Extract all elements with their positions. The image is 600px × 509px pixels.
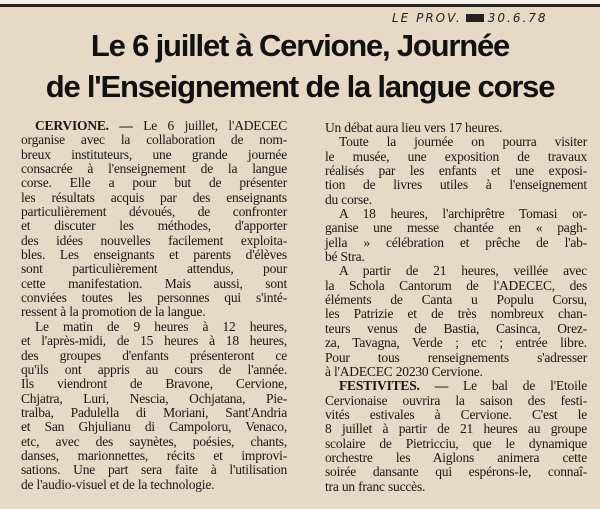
text-line (325, 150, 587, 164)
text-line (21, 191, 287, 205)
article-column-right (325, 121, 587, 494)
line-text: jella » célébration et prêche de l'ab- (325, 234, 587, 250)
line-text: ressent à la promotion de la langue. (21, 304, 206, 320)
section-lead: CERVIONE. — (35, 118, 133, 133)
text-line (21, 291, 287, 305)
text-line (325, 408, 587, 422)
article-paragraph (325, 121, 587, 135)
headline-line-2 (0, 68, 600, 106)
text-line (21, 205, 287, 219)
article-paragraph (21, 119, 287, 320)
article-paragraph (21, 320, 287, 492)
line-text: A partir de 21 heures, veillée avec (339, 263, 587, 279)
line-text: A 18 heures, l'archiprêtre Tomasi or- (339, 206, 587, 222)
line-text: tra un franc succès. (325, 478, 426, 494)
text-line (21, 119, 287, 133)
line-text: et San Ghjulianu di Campoloru, Venaco, (21, 419, 287, 435)
line-text: du corse. (325, 191, 372, 207)
line-text: Le 6 juillet, l'ADECEC (132, 118, 287, 133)
headline-text: de l'Enseignement de la langue corse (45, 69, 555, 104)
text-line (21, 148, 287, 162)
line-text: soirée dansante qui espérons-le, connaî- (325, 464, 587, 480)
article-paragraph (325, 379, 587, 494)
line-text: cette manifestation. Mais aussi, sont (21, 275, 287, 291)
source-name: LE PROV. (392, 11, 462, 25)
text-line (325, 121, 587, 135)
text-line (21, 478, 287, 492)
scribbled-out-text (466, 14, 484, 22)
line-text: za, Tavagna, Verde ; etc ; entrée libre. (325, 335, 587, 351)
line-text: des groupes d'enfants présenteront ce (21, 347, 287, 363)
text-line (21, 176, 287, 190)
line-text: Le matin de 9 heures à 12 heures, (35, 318, 287, 334)
line-text: ganise une messe chantée en « pagh- (325, 220, 587, 236)
text-line (21, 392, 287, 406)
line-text: 8 juillet à partir de 21 heures au groupe (325, 421, 587, 437)
text-line (325, 264, 587, 278)
line-text: à l'ADECEC 20230 Cervione. (325, 363, 483, 379)
text-line (325, 480, 587, 494)
line-text: sations. Une part sera faite à l'utilisation (21, 462, 287, 478)
line-text: des idées nouvelles facilement exploita- (21, 232, 287, 248)
line-text: le musée, une exposition de travaux (325, 148, 587, 164)
text-line (21, 377, 287, 391)
text-line (21, 305, 287, 319)
text-line (21, 349, 287, 363)
line-text: corse. Elle a pour but de présenter (21, 175, 287, 191)
clipping-date: 30.6.78 (487, 11, 548, 25)
article-paragraph (325, 135, 587, 207)
text-line (21, 248, 287, 262)
line-text: tralba, Padulella di Moriani, Sant'Andria (21, 404, 287, 420)
headline-text: Le 6 juillet à Cervione, Journée (90, 28, 510, 63)
line-text: de l'audio-visuel et de la technologie. (21, 476, 215, 492)
article-column-left (21, 119, 287, 492)
line-text: particulièrement dévoués, de confronter (21, 204, 287, 220)
text-line (325, 236, 587, 250)
text-line (21, 449, 287, 463)
line-text: bles. Les enseignants et parents d'élèves (21, 247, 287, 263)
line-text: éléments de Canta u Populu Corsu, (325, 292, 587, 308)
text-line (325, 307, 587, 321)
text-line (325, 322, 587, 336)
line-text: la Schola Cantorum de l'ADECEC, des (325, 277, 587, 293)
text-line (325, 193, 587, 207)
line-text: danses, marionnettes, récits et improvi- (21, 447, 287, 463)
line-text: Toute la journée on pourra visiter (339, 134, 587, 150)
line-text: réalisés par les enfants et une exposi- (325, 163, 587, 179)
text-line (21, 463, 287, 477)
text-line (325, 465, 587, 479)
text-line (21, 435, 287, 449)
line-text: sont particulièrement attendus, pour (21, 261, 287, 277)
line-text: bé Stra. (325, 249, 365, 265)
text-line (325, 336, 587, 350)
line-text: qu'ils ont appris au cours de l'année. (21, 361, 287, 377)
text-line (21, 406, 287, 420)
line-text: etc, avec des saynètes, poésies, chants, (21, 433, 287, 449)
line-text: scolaire de Pietricciu, que le dynamique (325, 435, 587, 451)
line-text: organise avec la collaboration de nom- (21, 132, 287, 148)
text-line (325, 221, 587, 235)
line-text: consacrée à l'enseignement de la langue (21, 161, 287, 177)
text-line (325, 135, 587, 149)
text-line (21, 277, 287, 291)
text-line (325, 365, 587, 379)
line-text: Pour tous renseignements s'adresser (325, 349, 587, 365)
handwritten-source-note (392, 11, 548, 25)
article-paragraph (325, 264, 587, 379)
text-line (325, 451, 587, 465)
text-line (325, 422, 587, 436)
text-line (325, 207, 587, 221)
text-line (325, 379, 587, 393)
text-line (325, 351, 587, 365)
article-paragraph (325, 207, 587, 264)
text-line (325, 293, 587, 307)
text-line (21, 334, 287, 348)
text-line (21, 133, 287, 147)
line-text: les Patrizie et de très nombreux chan- (325, 306, 587, 322)
text-line (325, 279, 587, 293)
line-text: et l'après-midi, de 15 heures à 18 heures, (21, 333, 287, 349)
text-line (21, 234, 287, 248)
line-text: Un débat aura lieu vers 17 heures. (325, 120, 503, 135)
line-text: tion de livres utiles à l'enseignement (325, 177, 587, 193)
line-text: Chjatra, Luri, Nescia, Ochjatana, Pie- (21, 390, 287, 406)
line-text: teurs venus de Bastia, Casinca, Orez- (325, 320, 587, 336)
text-line (21, 219, 287, 233)
text-line (21, 162, 287, 176)
line-text: conviées toutes les personnes qui s'inté- (21, 290, 287, 306)
text-line (325, 437, 587, 451)
text-line (21, 320, 287, 334)
text-line (325, 178, 587, 192)
headline-line-1 (0, 27, 600, 65)
line-text: Le bal de l'Etoile (448, 378, 587, 394)
line-text: Cervionaise ouvrira la saison des festi- (325, 392, 587, 408)
text-line (21, 420, 287, 434)
line-text: vités estivales à Cervione. C'est le (325, 406, 587, 422)
text-line (325, 164, 587, 178)
line-text: les résultats acquis par des enseignants (21, 189, 287, 205)
line-text: Ils viendront de Bravone, Cervione, (21, 376, 287, 392)
section-lead: FESTIVITES. — (339, 378, 449, 394)
line-text: breux instituteurs, une grande journée (21, 146, 287, 162)
line-text: et discuter les méthodes, d'apporter (21, 218, 287, 234)
line-text: orchestre les Aiglons animera cette (325, 449, 587, 465)
text-line (325, 394, 587, 408)
text-line (21, 262, 287, 276)
text-line (325, 250, 587, 264)
text-line (21, 363, 287, 377)
